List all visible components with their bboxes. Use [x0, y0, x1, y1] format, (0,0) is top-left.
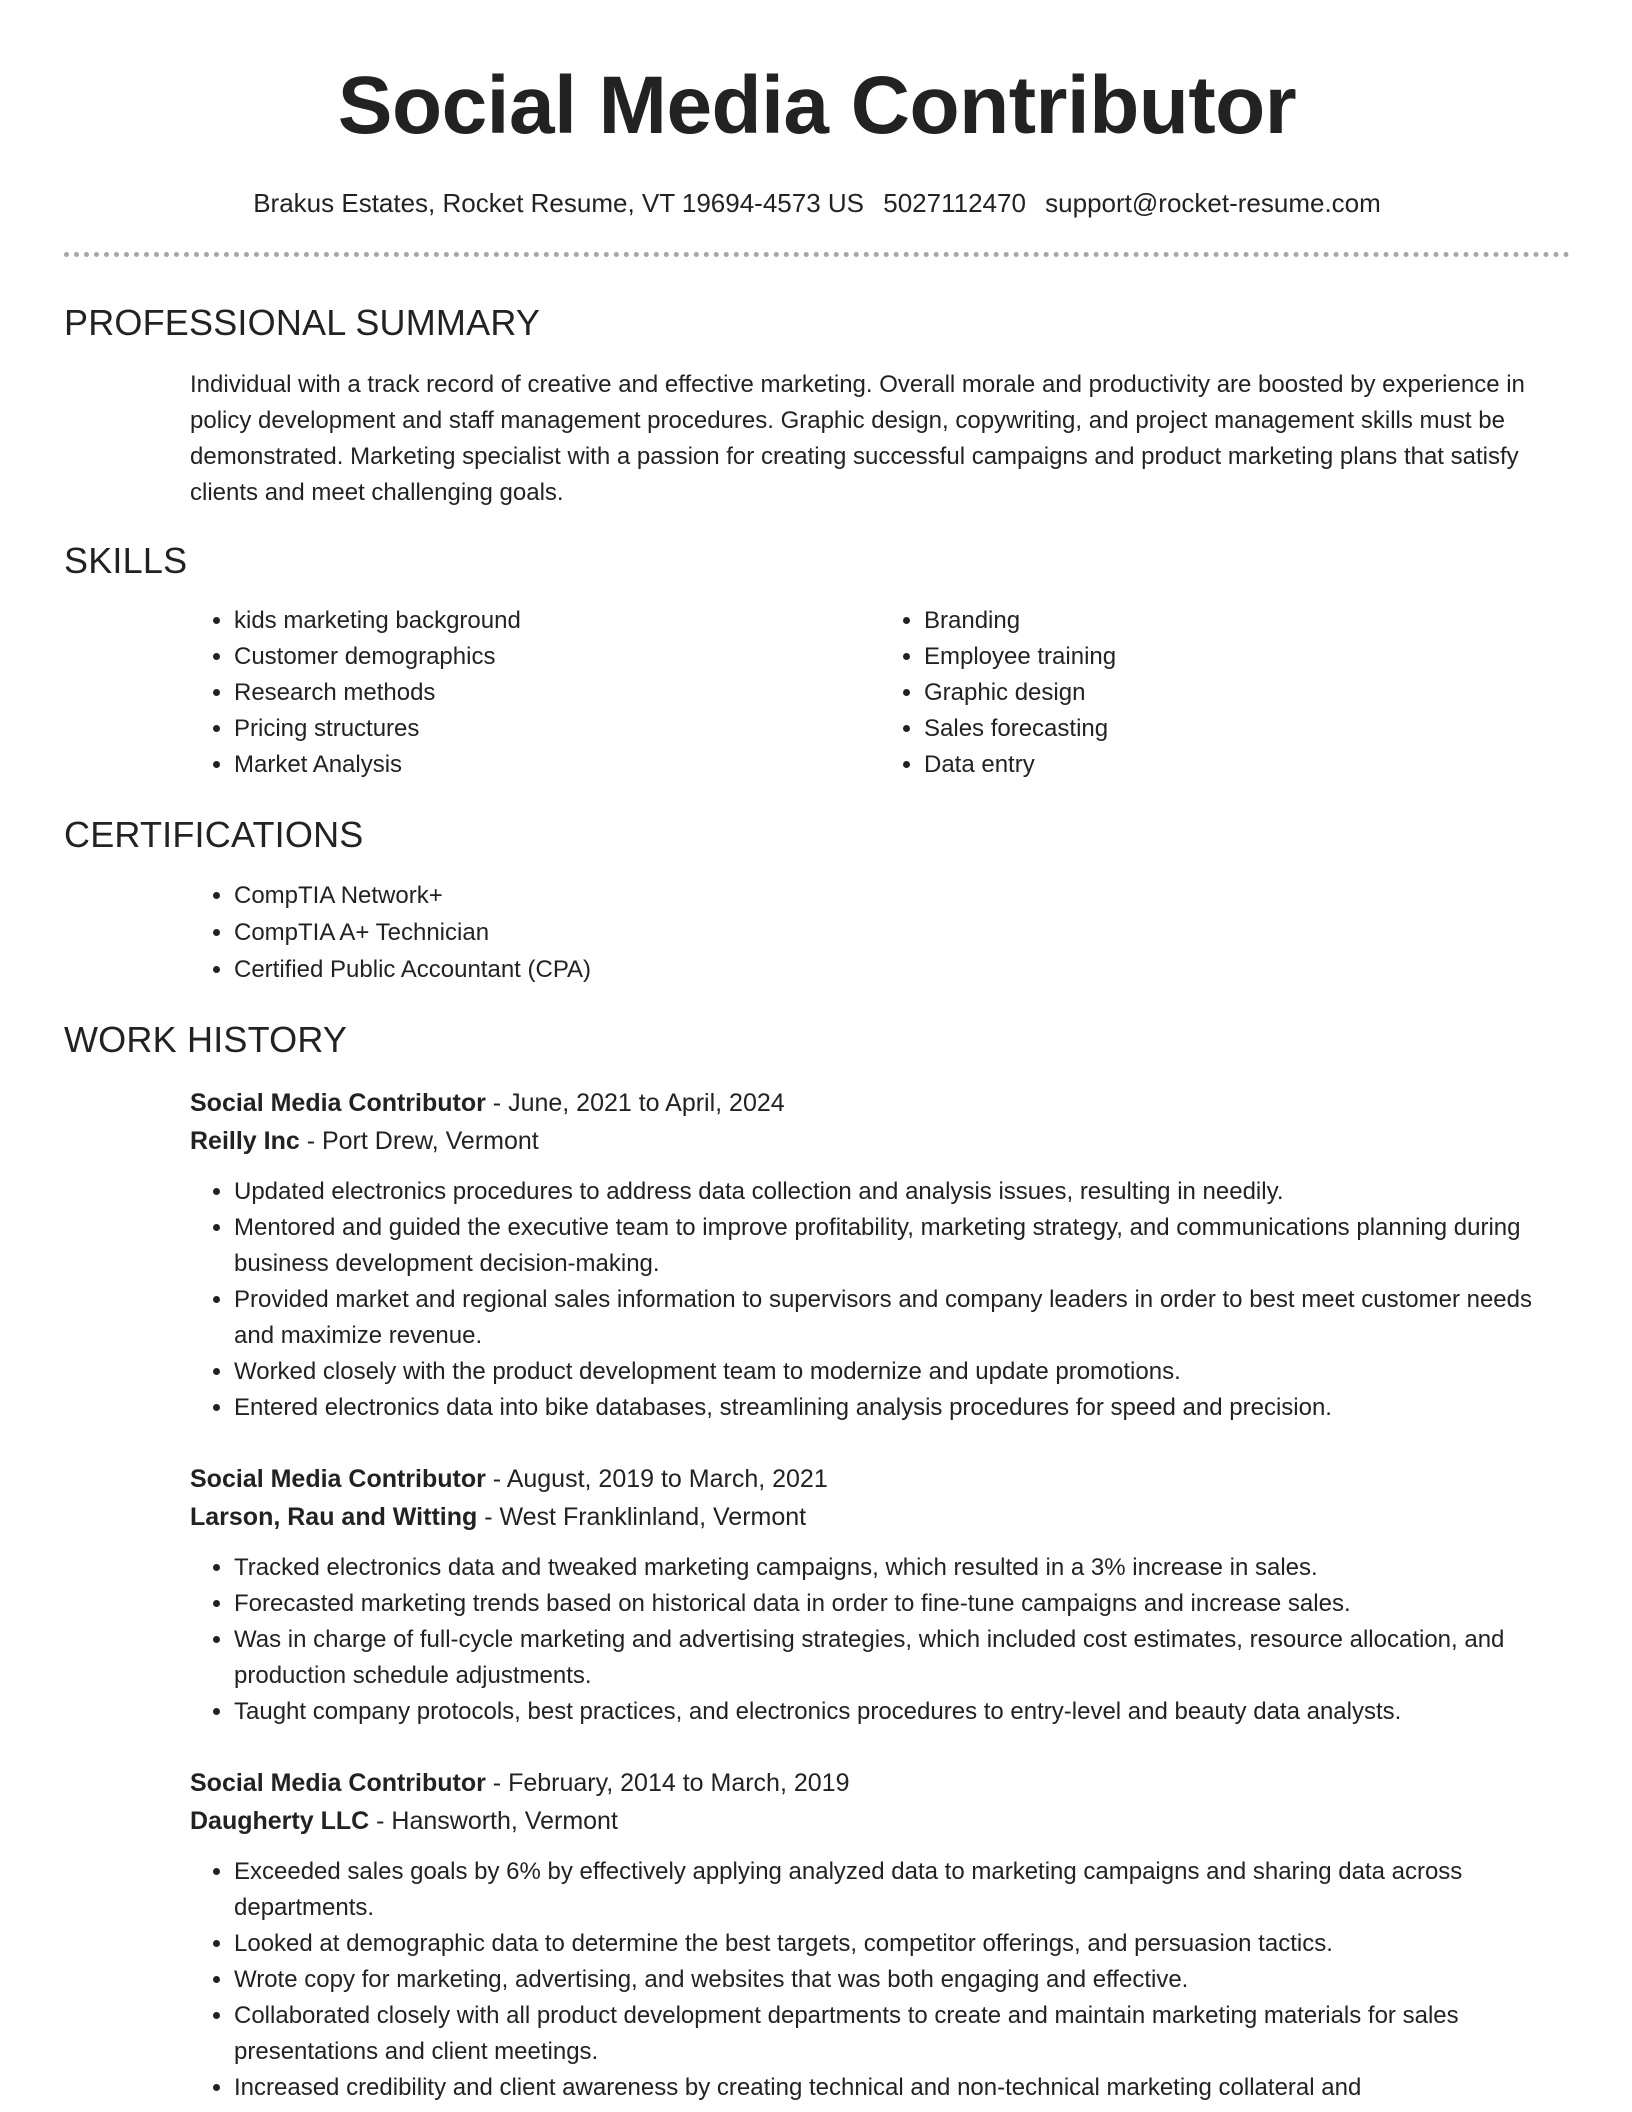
- job-company: Daugherty LLC: [190, 1807, 370, 1835]
- certifications-list: [190, 877, 1570, 988]
- job-bullet: • Taught company protocols, best practices, and electronics procedures to entry-level and beauty data analysts.: [234, 1694, 1570, 1730]
- job-location: - Hansworth, Vermont: [369, 1807, 618, 1835]
- job-company-line: [190, 1122, 1570, 1160]
- job-bullet: • Was in charge of full-cycle marketing and advertising strategies, which included cost estimates, resource allocation, and production schedule adjustments.: [234, 1622, 1570, 1694]
- job-bullet: • Increased credibility and client awareness by creating technical and non-technical marketing collateral and: [234, 2070, 1570, 2106]
- job-company: Reilly Inc: [190, 1127, 300, 1155]
- job-bullet: • Wrote copy for marketing, advertising, and websites that was both engaging and effective.: [234, 1962, 1570, 1998]
- job-title-line: [190, 1460, 1570, 1498]
- job-bullet-list: [190, 1550, 1570, 1730]
- job-company-line: [190, 1498, 1570, 1536]
- job-bullet: • Tracked electronics data and tweaked marketing campaigns, which resulted in a 3% increase in sales.: [234, 1550, 1570, 1586]
- skills-heading: SKILLS: [64, 540, 188, 581]
- job-location: - Port Drew, Vermont: [299, 1127, 539, 1155]
- certifications-section: [64, 813, 1570, 988]
- job-bullet: • Entered electronics data into bike databases, streamlining analysis procedures for speed and precision.: [234, 1390, 1570, 1426]
- job-dates: - February, 2014 to March, 2019: [485, 1769, 850, 1797]
- skills-columns: [190, 603, 1570, 783]
- skills-list-left: [190, 603, 880, 783]
- job-bullet: • Updated electronics procedures to address data collection and analysis issues, resulting in needily.: [234, 1174, 1570, 1210]
- skill-item: • Employee training: [924, 639, 1570, 675]
- contact-address: Brakus Estates, Rocket Resume, VT 19694-4573 US: [253, 188, 865, 218]
- job-bullet-list: [190, 1854, 1570, 2106]
- summary-heading: PROFESSIONAL SUMMARY: [64, 302, 541, 343]
- job-bullet: • Provided market and regional sales information to supervisors and company leaders in order to best meet customer needs and maximize revenue.: [234, 1282, 1570, 1354]
- job-entry: [190, 1084, 1570, 1426]
- job-bullet: • Collaborated closely with all product development departments to create and maintain marketing materials for sales presentations and client meetings.: [234, 1998, 1570, 2070]
- certification-item: • CompTIA A+ Technician: [234, 914, 1570, 951]
- job-title: Social Media Contributor: [190, 1769, 486, 1797]
- certification-item: • Certified Public Accountant (CPA): [234, 951, 1570, 988]
- resume-page: [64, 0, 1570, 2106]
- certifications-list-wrap: [190, 877, 1570, 988]
- work-history-heading: WORK HISTORY: [64, 1019, 348, 1060]
- job-title-line: [190, 1084, 1570, 1122]
- job-location: - West Franklinland, Vermont: [477, 1503, 807, 1531]
- skill-item: • Research methods: [234, 675, 880, 711]
- work-history-section: [64, 1018, 1570, 2106]
- skill-item: • Branding: [924, 603, 1570, 639]
- header-divider: [64, 252, 1570, 257]
- job-bullet: • Exceeded sales goals by 6% by effectively applying analyzed data to marketing campaigns and sharing data across departments.: [234, 1854, 1570, 1926]
- job-company-line: [190, 1802, 1570, 1840]
- skill-item: • Market Analysis: [234, 747, 880, 783]
- job-bullet: • Forecasted marketing trends based on historical data in order to fine-tune campaigns and increase sales.: [234, 1586, 1570, 1622]
- job-entry: [190, 1460, 1570, 1730]
- job-title: Social Media Contributor: [190, 1089, 486, 1117]
- contact-email: support@rocket-resume.com: [1045, 188, 1381, 218]
- skill-item: • Data entry: [924, 747, 1570, 783]
- job-entry: [190, 1764, 1570, 2106]
- job-title: Social Media Contributor: [190, 1465, 486, 1493]
- skill-item: • kids marketing background: [234, 603, 880, 639]
- job-bullet: • Worked closely with the product development team to modernize and update promotions.: [234, 1354, 1570, 1390]
- resume-name: Social Media Contributor: [337, 60, 1297, 151]
- contact-line: [64, 186, 1570, 220]
- certification-item: • CompTIA Network+: [234, 877, 1570, 914]
- job-bullet: • Looked at demographic data to determine the best targets, competitor offerings, and persuasion tactics.: [234, 1926, 1570, 1962]
- skill-item: • Sales forecasting: [924, 711, 1570, 747]
- skill-item: • Customer demographics: [234, 639, 880, 675]
- skill-item: • Graphic design: [924, 675, 1570, 711]
- job-bullet-list: [190, 1174, 1570, 1426]
- summary-text: Individual with a track record of creative and effective marketing. Overall morale and productivity are boosted by experience in policy development and staff management procedures. Graphic design, copywriting, and project management skills must be demonstrated. Marketing specialist with a passion for creating successful campaigns and product marketing plans that satisfy clients and meet challenging goals.: [190, 371, 1525, 506]
- job-dates: - June, 2021 to April, 2024: [485, 1089, 785, 1117]
- job-company: Larson, Rau and Witting: [190, 1503, 478, 1531]
- summary-section: [64, 301, 1570, 511]
- contact-phone: 5027112470: [883, 188, 1026, 218]
- job-bullet: • Mentored and guided the executive team to improve profitability, marketing strategy, and communications planning during business development decision-making.: [234, 1210, 1570, 1282]
- skill-item: • Pricing structures: [234, 711, 880, 747]
- skills-list-right: [880, 603, 1570, 783]
- job-dates: - August, 2019 to March, 2021: [485, 1465, 828, 1493]
- job-title-line: [190, 1764, 1570, 1802]
- skills-section: [64, 539, 1570, 783]
- certifications-heading: CERTIFICATIONS: [64, 814, 364, 855]
